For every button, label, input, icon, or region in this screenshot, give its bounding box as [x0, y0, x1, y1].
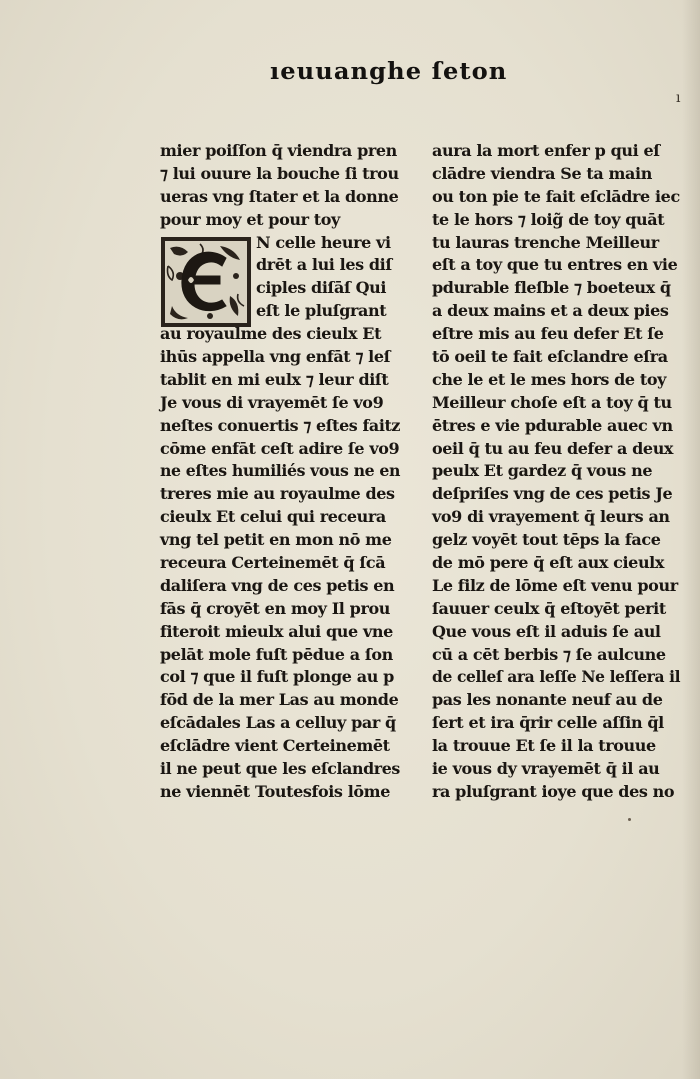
text-line: Que vous eſt il aduis ſe aul — [432, 621, 661, 641]
text-line: eſclādre vient Certeinemēt — [160, 736, 390, 756]
page-edge-shadow — [682, 0, 700, 1079]
text-line: eſt le pluſgrant — [256, 301, 387, 321]
paper-speck — [628, 818, 631, 821]
text-line: Meilleur choſe eſt a toy q̄ tu — [432, 392, 672, 412]
text-line: drēt a lui les diſ — [256, 255, 392, 275]
text-line: tō oeil te fait eſclandre eſra — [432, 347, 668, 367]
text-line: gelz voyēt tout tēps la face — [432, 530, 661, 550]
text-line: pour moy et pour toy — [160, 209, 340, 229]
text-line: te le hors ⁊ loig̃ de toy quāt — [432, 209, 665, 229]
text-line: pelāt mole fuſt pēdue a ſon — [160, 644, 393, 664]
text-line: cōme enfāt ceſt adire ſe vo9 — [160, 438, 400, 458]
text-line: tu lauras trenche Meilleur — [432, 232, 659, 252]
text-line: eſt a toy que tu entres en vie — [432, 255, 678, 275]
text-line: il ne peut que les eſclandres — [160, 759, 400, 779]
text-line: Je vous di vrayemēt ſe vo9 — [160, 392, 384, 412]
text-line: ne viennēt Toutesfois lōme — [160, 781, 390, 801]
text-line: mier poiſſon q̄ viendra pren — [160, 141, 397, 160]
text-line: peulx Et gardez q̄ vous ne — [432, 461, 653, 481]
text-line: la trouue Et ſe il la trouue — [432, 736, 656, 756]
text-line: de celleſ ara leſſe Ne leſſera il — [432, 667, 681, 687]
text-line: pas les nonante neuf au de — [432, 690, 663, 710]
text-line: vng tel petit en mon nō me — [160, 530, 392, 550]
text-line: che le et le mes hors de toy — [432, 369, 667, 389]
text-line: pdurable fleſble ⁊ boeteux q̄ — [432, 278, 671, 298]
text-column-right — [432, 140, 680, 804]
text-line: fōd de la mer Las au monde — [160, 690, 399, 710]
text-line: fiteroit mieulx alui que vne — [160, 621, 393, 641]
text-line: aura la mort enfer p qui eſ — [432, 141, 660, 160]
text-line: deſpriſes vng de ces petis Je — [432, 484, 673, 504]
text-line: ne eſtes humiliés vous ne en — [160, 461, 401, 481]
text-line: col ⁊ que il fuſt plonge au p — [160, 667, 394, 687]
text-line: eſcādales Las a celluy par q̄ — [160, 713, 396, 733]
text-line: ou ton pie te fait eſclādre iec — [432, 186, 680, 206]
text-line: receura Certeinemēt q̄ ſcā — [160, 553, 386, 573]
text-line: tablit en mi eulx ⁊ leur diſt — [160, 369, 389, 389]
text-line: ſert et ira q̄rir celle aſſin q̄l — [432, 713, 664, 733]
text-line: ie vous dy vrayemēt q̄ il au — [432, 759, 660, 779]
text-line: cū a cēt berbis ⁊ ſe aulcune — [432, 644, 666, 664]
text-line: a deux mains et a deux pies — [432, 301, 669, 321]
text-line: ⁊ lui ouure la bouche ſi trou — [160, 163, 399, 183]
text-line: vo9 di vrayement q̄ leurs an — [432, 507, 670, 527]
text-line: oeil q̄ tu au feu defer a deux — [432, 438, 674, 458]
text-line: cieulx Et celui qui receura — [160, 507, 386, 527]
text-line: ueras vng ſtater et la donne — [160, 186, 399, 206]
text-line: Le filz de lōme eſt venu pour — [432, 575, 678, 595]
text-line: neſtes conuertis ⁊ eſtes faitz — [160, 415, 401, 435]
text-line: ſauuer ceulx q̄ eſtoyēt perit — [432, 598, 666, 618]
margin-mark: ı — [676, 90, 681, 106]
text-line: daliſera vng de ces petis en — [160, 575, 395, 595]
text-line: de mō pere q̄ eſt aux cieulx — [432, 553, 664, 573]
text-line: ciples diſāſ Qui — [256, 278, 387, 298]
running-head: ıeuuanghe ſeton — [270, 58, 508, 85]
text-line: clādre viendra Se ta main — [432, 163, 652, 183]
text-line: au royaulme des cieulx Et — [160, 324, 382, 344]
text-line: N celle heure vi — [256, 232, 391, 252]
text-column-left — [160, 140, 400, 804]
text-line: ētres e vie pdurable auec vn — [432, 415, 673, 435]
text-line: treres mie au royaulme des — [160, 484, 395, 504]
text-line: fās q̄ croyēt en moy Il prou — [160, 598, 390, 618]
text-line: ihūs appella vng enfāt ⁊ leſ — [160, 347, 391, 367]
text-line: eſtre mis au feu defer Et ſe — [432, 324, 664, 344]
text-line: ra pluſgrant ioye que des no — [432, 781, 675, 801]
